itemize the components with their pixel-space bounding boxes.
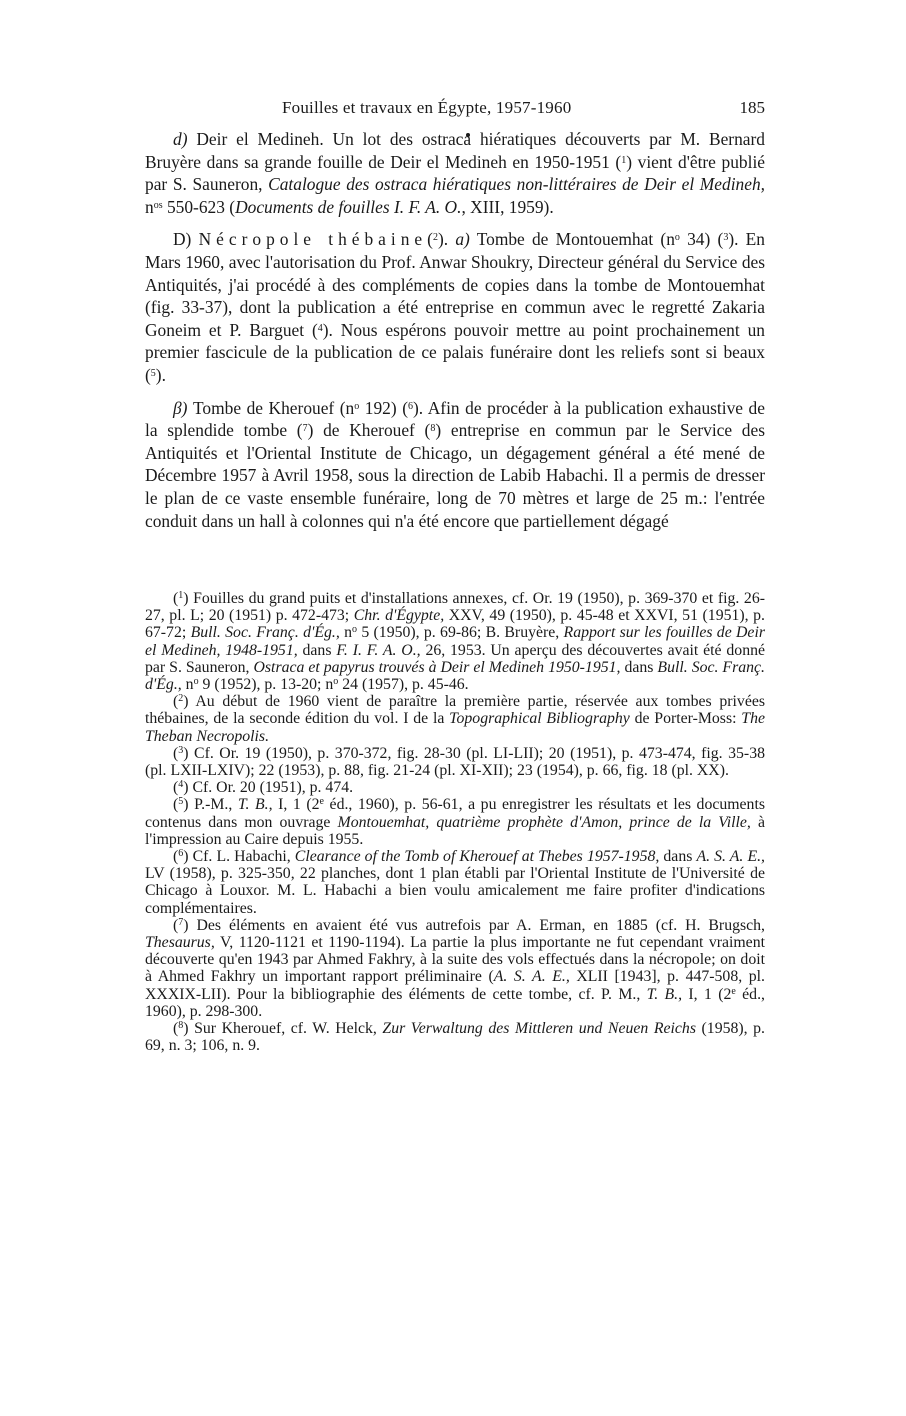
text-run: ). En Mars 1960, avec l'autorisation du Prof. Anwar Shoukry, Directeur général du Service des Antiquités, j'ai procédé à des compléments de copies dans la tombe de Montouemhat (fig. 33-37), dont la publication a été entreprise en commun avec le regretté Zakaria Goneim et P. Barguet ( (145, 229, 765, 340)
footnote-ref: 8 (430, 423, 436, 435)
footnote-5: ($^5$) P.-M., T. B., I, 1 (2e éd., 1960), p. 56-61, a pu enregistrer les résultats et les documents contenus dans mon ouvrage Montouemhat, quatrième prophète d'Amon, prince de la Ville, à l'impression au Caire depuis 1955. (145, 796, 765, 848)
paragraph-deir-el-medineh (145, 128, 765, 218)
text-run: dans (620, 658, 658, 676)
footnote-ref: 1 (621, 154, 627, 166)
text-run: 550-623 ( (162, 196, 236, 217)
text-run: ) de Kherouef ( (307, 420, 431, 441)
text-run: 34) ( (679, 229, 724, 250)
footnote-number: 7 (178, 916, 184, 928)
italic-title: Rapport sur les fouilles de Deir el Medineh, 1948-1951, (145, 624, 765, 659)
text-run: V, 1120-1121 et 1190-1194). La partie la plus importante ne fut cependant vraiment découverte qu'en 1943 par Ahmed Fakhry, à la suite des vols effectués dans la nécropole; on doit à Ahmed Fakhry un important rapport préliminaire ( (145, 934, 765, 986)
superscript: o (674, 232, 680, 244)
footnote-number: 3 (178, 744, 184, 756)
italic-title: Zur Verwaltung des Mittleren und Neuen Reichs (382, 1020, 696, 1038)
superscript: e (731, 985, 736, 997)
italic-title: Chr. d'Égypte, (353, 607, 445, 625)
footnote-number: 4 (178, 779, 184, 791)
text-run: , XIII, 1959). (461, 196, 554, 217)
text-run: 24 (1957), p. 45-46. (338, 676, 469, 694)
footnotes (145, 590, 765, 1054)
text-run: Cf. Or. 19 (1950), p. 370-372, fig. 28-30 (pl. LI-LII); 20 (1951), p. 473-474, fig. 35-38 (pl. LXII-LXIV); 22 (1953), p. 88, fig. 21-24 (pl. XI-XII); 23 (1954), p. 66, fig. 18 (pl. XX). (145, 744, 765, 780)
text-run: XLII [1943], p. 447-508, pl. XXXIX-LII). Pour la bibliographie des éléments de cette tombe, cf. P. M., (145, 968, 765, 1003)
italic-title: Thesaurus, (145, 934, 215, 952)
italic-title: T. B., (646, 985, 683, 1003)
footnote-2: ($^2$) Au début de 1960 vient de paraître la première partie, réservée aux tombes privées thébaines, de la seconde édition du vol. I de la Topographical Bibliography de Porter-Moss: The Theban Necropolis. (145, 693, 765, 745)
text-run: ). Nous espérons pouvoir mettre au point prochainement un premier fascicule de la publication de ce palais funéraire dont les reliefs sont si beaux ( (145, 319, 765, 385)
main-text (145, 128, 765, 532)
superscript: o (352, 624, 358, 636)
superscript: o (354, 400, 360, 412)
text-run: 9 (1952), p. 13-20; n (198, 676, 334, 694)
footnote-ref: 6 (408, 400, 414, 412)
text-run: 192) ( (359, 397, 409, 418)
text-run: Sur Kherouef, cf. W. Helck, (188, 1020, 383, 1038)
italic-title: Topographical Bibliography (449, 710, 630, 728)
text-run: à l'impression au Caire depuis 1955. (145, 813, 765, 848)
item-label: d) (173, 129, 188, 149)
running-title: Fouilles et travaux en Égypte, 1957-1960 (282, 98, 572, 117)
italic-title: A. S. A. E., (493, 968, 570, 986)
item-label: β) (173, 397, 188, 418)
text-run: I, 1 (2 (682, 985, 732, 1003)
footnote-number: 1 (178, 590, 184, 601)
text-run: ). (437, 229, 456, 250)
italic-title: Montouemhat, quatrième prophète d'Amon, prince de la Ville, (337, 813, 751, 831)
text-run: dans (659, 848, 697, 866)
footnote-ref: 3 (723, 232, 729, 244)
text-run: XXV, 49 (1950), p. 45-48 et XXVI, 51 (1951), p. 67-72; (145, 607, 765, 642)
text-run: I, 1 (2 (272, 796, 320, 814)
text-run: (1958), p. 69, n. 3; 106, n. 9. (145, 1020, 766, 1055)
footnote-7: ($^7$) Des éléments en avaient été vus autrefois par A. Erman, en 1885 (cf. H. Brugsch, Thesaurus, V, 1120-1121 et 1190-1194). La partie la plus importante ne fut cependant vraiment découverte qu'en 1943 par Ahmed Fakhry, à la suite des vols effectués dans la nécropole; on doit à Ahmed Fakhry un important rapport préliminaire (A. S. A. E., XLII [1943], p. 447-508, pl. XXXIX-LII). Pour la bibliographie des éléments de cette tombe, cf. P. M., T. B., I, 1 (2e éd., 1960), p. 298-300. (145, 916, 765, 1020)
text-run: n (181, 676, 194, 694)
paragraph-tombe-kherouef (145, 397, 765, 533)
footnote-number: 6 (178, 848, 184, 860)
text-run: LV (1958), p. 325-350, 22 planches, dont 1 plan établi par l'Oriental Institute de l'Université de Chicago à Louxor. M. L. Habachi a bien voulu amicalement me faire profiter d'indications complémentaires. (145, 865, 765, 917)
text-run: ) vient d'être publié par S. Sauneron, (145, 151, 765, 195)
text-run: Cf. L. Habachi, (188, 848, 295, 866)
text-run: Au début de 1960 vient de paraître la première partie, réservée aux tombes privées thébaines, de la seconde édition du vol. I de la (145, 693, 765, 728)
footnote-ref: 5 (150, 367, 156, 379)
footnote-number: 8 (178, 1020, 184, 1032)
footnote-number: 2 (178, 693, 184, 705)
section-label: D) (173, 229, 192, 250)
footnote-6: ($^6$) Cf. L. Habachi, Clearance of the Tomb of Kherouef at Thebes 1957-1958, dans A. S. A. E., LV (1958), p. 325-350, 22 planches, dont 1 plan établi par l'Oriental Institute de l'Université de Chicago à Louxor. M. L. Habachi a bien voulu amicalement me faire profiter d'indications complémentaires. (145, 848, 766, 917)
text-run: Tombe de Montouemhat (n (469, 229, 675, 250)
text-run: dans (297, 641, 337, 659)
italic-title: Catalogue des ostraca hiératiques non-littéraires de Deir el Medineh, (268, 174, 765, 195)
text-run: ( (427, 229, 433, 250)
text-run: de Porter-Moss: (629, 710, 742, 728)
text-run: n (339, 624, 353, 642)
page-number: 185 (739, 98, 765, 117)
italic-title: The Theban Necropolis. (145, 710, 765, 745)
text-run: Cf. Or. 20 (1951), p. 474. (188, 779, 354, 797)
footnote-4: ($^4$) Cf. Or. 20 (1951), p. 474. (173, 779, 354, 797)
text-run: éd., 1960), p. 298-300. (145, 985, 765, 1020)
item-label: a) (455, 229, 470, 250)
text-run: Fouilles du grand puits et d'installations annexes, cf. Or. 19 (1950), p. 369-370 et fig. 26-27, pl. L; 20 (1951) p. 472-473; (145, 590, 765, 625)
text-run: ) entreprise en commun par le Service des Antiquités et l'Oriental Institute de Chicago, un dégagement général a été mené de Décembre 1957 à Avril 1958, sous la direction de Labib Habachi. Il a permis de dresser le plan de ce vaste ensemble funéraire, long de 70 mètres et large de 25 m.: l'entrée conduit dans un hall à colonnes qui n'a été encore que partiellement dégagé (145, 420, 765, 531)
italic-title: Clearance of the Tomb of Kherouef at Thebes 1957-1958, (294, 848, 660, 866)
italic-title: Bull. Soc. Franç. d'Ég., (145, 658, 765, 694)
running-header (145, 98, 765, 124)
footnote-ref: 4 (317, 322, 323, 334)
text-run: Deir el Medineh. Un lot des ostraca hiératiques découverts par M. Bernard Bruyère dans sa grande fouille de Deir el Medineh en 1950-1951 ( (145, 129, 765, 172)
text-run: P.-M., (188, 796, 238, 814)
text-run: 26, 1953. Un aperçu des découvertes avait été donné par S. Sauneron, (145, 641, 765, 676)
text-run: Des éléments en avaient été vus autrefois par A. Erman, en 1885 (cf. H. Brugsch, (188, 916, 765, 934)
text-run: Tombe de Kherouef (n (187, 397, 355, 418)
italic-title: F. I. F. A. O., (336, 641, 421, 659)
footnote-8: ($^8$) Sur Kherouef, cf. W. Helck, Zur Verwaltung des Mittleren und Neuen Reichs (1958), p. 69, n. 3; 106, n. 9. (145, 1020, 766, 1055)
footnote-1: ($^1$) Fouilles du grand puits et d'installations annexes, cf. Or. 19 (1950), p. 369-370 et fig. 26-27, pl. L; 20 (1951) p. 472-473; Chr. d'Égypte, XXV, 49 (1950), p. 45-48 et XXVI, 51 (1951), p. 67-72; Bull. Soc. Franç. d'Ég., $n^o$ 5 (1950), p. 69-86; B. Bruyère, Rapport sur les fouilles de Deir el Medineh, 1948-1951, dans F. I. F. A. O., 26, 1953. Un aperçu des découvertes avait été donné par S. Sauneron, Ostraca et papyrus trouvés à Deir el Medineh 1950-1951, dans Bull. Soc. Franç. d'Ég., $n^o$ 9 (1952), p. 13-20; $n^o$ 24 (1957), p. 45-46. (145, 590, 765, 694)
footnote-ref: 7 (302, 423, 308, 435)
superscript: os (153, 199, 163, 211)
footnote-number: 5 (178, 796, 184, 808)
footnote-ref: 2 (432, 232, 438, 244)
text-run: éd., 1960), p. 56-61, a pu enregistrer les résultats et les documents contenus dans mon ouvrage (145, 796, 765, 831)
text-run: 5 (1950), p. 69-86; B. Bruyère, (357, 624, 564, 642)
text-run: ). Afin de procéder à la publication exhaustive de la splendide tombe ( (145, 397, 765, 441)
text-run: n (145, 196, 154, 217)
italic-title: Ostraca et papyrus trouvés à Deir el Medineh 1950-1951, (253, 658, 621, 676)
paragraph-necropole-thebaine (145, 228, 765, 386)
italic-title: Documents de fouilles I. F. A. O. (235, 196, 462, 217)
italic-title: T. B., (237, 796, 273, 814)
italic-title: Bull. Soc. Franç. d'Ég., (190, 624, 340, 642)
superscript: o (333, 676, 339, 688)
text-run: ). (155, 364, 166, 385)
superscript: e (319, 796, 324, 808)
italic-title: A. S. A. E., (696, 848, 766, 866)
superscript: o (193, 676, 199, 688)
section-heading: Nécropole thébaine (198, 229, 428, 250)
footnote-3: ($^3$) Cf. Or. 19 (1950), p. 370-372, fig. 28-30 (pl. LI-LII); 20 (1951), p. 473-474, fig. 35-38 (pl. LXII-LXIV); 22 (1953), p. 88, fig. 21-24 (pl. XI-XII); 23 (1954), p. 66, fig. 18 (pl. XX). (145, 744, 765, 780)
